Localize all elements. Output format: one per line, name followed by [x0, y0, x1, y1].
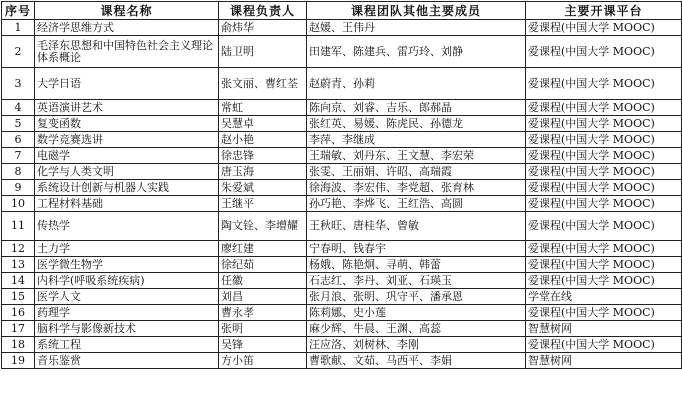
table-row [2, 100, 682, 116]
table-row [2, 353, 682, 369]
row-lead: 赵小艳 [219, 132, 307, 148]
row-no: 8 [2, 164, 35, 180]
row-name: 脑科学与影像新技术 [35, 321, 219, 337]
row-lead: 唐玉海 [219, 164, 307, 180]
header-row [2, 2, 682, 20]
row-members: 赵蔚青、孙莉 [307, 68, 526, 100]
row-lead: 任徽 [219, 273, 307, 289]
row-no: 13 [2, 257, 35, 273]
table-row [2, 180, 682, 196]
table-row [2, 20, 682, 36]
table-row [2, 273, 682, 289]
table-row [2, 196, 682, 212]
row-members: 张雯、王丽娟、许昭、高瑞霞 [307, 164, 526, 180]
row-lead: 王继平 [219, 196, 307, 212]
row-members: 汪应洛、刘树林、李刚 [307, 337, 526, 353]
row-members: 张红英、易媛、陈虎民、孙德龙 [307, 116, 526, 132]
row-name: 音乐鉴赏 [35, 353, 219, 369]
row-name: 经济学思维方式 [35, 20, 219, 36]
row-platform: 爱课程(中国大学 MOOC) [526, 36, 682, 68]
row-no: 17 [2, 321, 35, 337]
header-members: 课程团队其他主要成员 [307, 2, 526, 20]
row-no: 7 [2, 148, 35, 164]
row-lead: 陆卫明 [219, 36, 307, 68]
row-members: 陈莉娜、史小莲 [307, 305, 526, 321]
row-platform: 爱课程(中国大学 MOOC) [526, 100, 682, 116]
row-members: 赵媛、王伟丹 [307, 20, 526, 36]
table-row [2, 132, 682, 148]
row-platform: 爱课程(中国大学 MOOC) [526, 164, 682, 180]
row-platform: 爱课程(中国大学 MOOC) [526, 257, 682, 273]
row-no: 15 [2, 289, 35, 305]
row-no: 6 [2, 132, 35, 148]
row-no: 2 [2, 36, 35, 68]
row-name: 内科学(呼吸系统疾病) [35, 273, 219, 289]
row-no: 4 [2, 100, 35, 116]
row-no: 10 [2, 196, 35, 212]
table-row [2, 164, 682, 180]
header-platform: 主要开课平台 [526, 2, 682, 20]
header-lead: 课程负责人 [219, 2, 307, 20]
row-platform: 爱课程(中国大学 MOOC) [526, 180, 682, 196]
row-name: 电磁学 [35, 148, 219, 164]
row-name: 药理学 [35, 305, 219, 321]
course-table [1, 1, 682, 369]
row-name: 毛泽东思想和中国特色社会主义理论体系概论 [35, 36, 219, 68]
row-lead: 曹永孝 [219, 305, 307, 321]
row-no: 19 [2, 353, 35, 369]
table-row [2, 116, 682, 132]
table-row [2, 305, 682, 321]
row-platform: 爱课程(中国大学 MOOC) [526, 273, 682, 289]
row-no: 1 [2, 20, 35, 36]
row-members: 徐海波、李宏伟、李党超、张育林 [307, 180, 526, 196]
row-no: 18 [2, 337, 35, 353]
row-lead: 陶文铨、李增耀 [219, 212, 307, 241]
row-members: 孙巧艳、李烨飞、王红浩、高圆 [307, 196, 526, 212]
row-lead: 徐忠锋 [219, 148, 307, 164]
row-members: 李萍、李继成 [307, 132, 526, 148]
row-members: 曹歌献、文茹、马西平、李娟 [307, 353, 526, 369]
row-name: 英语演讲艺术 [35, 100, 219, 116]
row-platform: 爱课程(中国大学 MOOC) [526, 148, 682, 164]
row-name: 系统工程 [35, 337, 219, 353]
row-platform: 智慧树网 [526, 353, 682, 369]
row-lead: 廖红建 [219, 241, 307, 257]
row-members: 麻少辉、牛晨、王渊、高蕊 [307, 321, 526, 337]
row-name: 化学与人类文明 [35, 164, 219, 180]
row-name: 数学竞赛选讲 [35, 132, 219, 148]
row-lead: 俞炜华 [219, 20, 307, 36]
row-name: 医学微生物学 [35, 257, 219, 273]
table-row [2, 68, 682, 100]
row-members: 王瑞敏、刘丹东、王文慧、李宏荣 [307, 148, 526, 164]
row-name: 工程材料基础 [35, 196, 219, 212]
row-name: 传热学 [35, 212, 219, 241]
row-platform: 爱课程(中国大学 MOOC) [526, 116, 682, 132]
row-members: 陈向京、刘睿、吉乐、郎郝晶 [307, 100, 526, 116]
row-name: 系统设计创新与机器人实践 [35, 180, 219, 196]
row-members: 王秋旺、唐桂华、曾敏 [307, 212, 526, 241]
row-platform: 爱课程(中国大学 MOOC) [526, 68, 682, 100]
header-name: 课程名称 [35, 2, 219, 20]
row-lead: 常虹 [219, 100, 307, 116]
row-lead: 刘昌 [219, 289, 307, 305]
row-platform: 爱课程(中国大学 MOOC) [526, 212, 682, 241]
row-no: 14 [2, 273, 35, 289]
table-row [2, 289, 682, 305]
row-no: 3 [2, 68, 35, 100]
row-members: 张月浪、张明、巩守平、潘承恩 [307, 289, 526, 305]
row-name: 大学日语 [35, 68, 219, 100]
table-row [2, 148, 682, 164]
row-lead: 吴锋 [219, 337, 307, 353]
row-no: 12 [2, 241, 35, 257]
table-row [2, 212, 682, 241]
row-platform: 学堂在线 [526, 289, 682, 305]
row-lead: 方小笛 [219, 353, 307, 369]
row-no: 5 [2, 116, 35, 132]
table-row [2, 337, 682, 353]
row-platform: 爱课程(中国大学 MOOC) [526, 196, 682, 212]
row-platform: 智慧树网 [526, 321, 682, 337]
table-row [2, 257, 682, 273]
row-members: 杨娥、陈艳炯、寻萌、韩蕾 [307, 257, 526, 273]
header-no: 序号 [2, 2, 35, 20]
row-no: 9 [2, 180, 35, 196]
row-name: 医学人文 [35, 289, 219, 305]
row-name: 复变函数 [35, 116, 219, 132]
row-platform: 爱课程(中国大学 MOOC) [526, 305, 682, 321]
row-members: 宁春明、钱春宇 [307, 241, 526, 257]
row-platform: 爱课程(中国大学 MOOC) [526, 241, 682, 257]
table-row [2, 36, 682, 68]
row-no: 11 [2, 212, 35, 241]
row-lead: 吴慧卓 [219, 116, 307, 132]
row-platform: 爱课程(中国大学 MOOC) [526, 337, 682, 353]
row-lead: 徐纪茹 [219, 257, 307, 273]
table-row [2, 241, 682, 257]
row-name: 土力学 [35, 241, 219, 257]
row-lead: 张文丽、曹红荃 [219, 68, 307, 100]
row-members: 田建军、陈建兵、雷巧玲、刘静 [307, 36, 526, 68]
row-platform: 爱课程(中国大学 MOOC) [526, 132, 682, 148]
table-row [2, 321, 682, 337]
row-lead: 张明 [219, 321, 307, 337]
row-no: 16 [2, 305, 35, 321]
row-platform: 爱课程(中国大学 MOOC) [526, 20, 682, 36]
row-lead: 朱爱斌 [219, 180, 307, 196]
row-members: 石志红、李丹、刘亚、石瑛玉 [307, 273, 526, 289]
